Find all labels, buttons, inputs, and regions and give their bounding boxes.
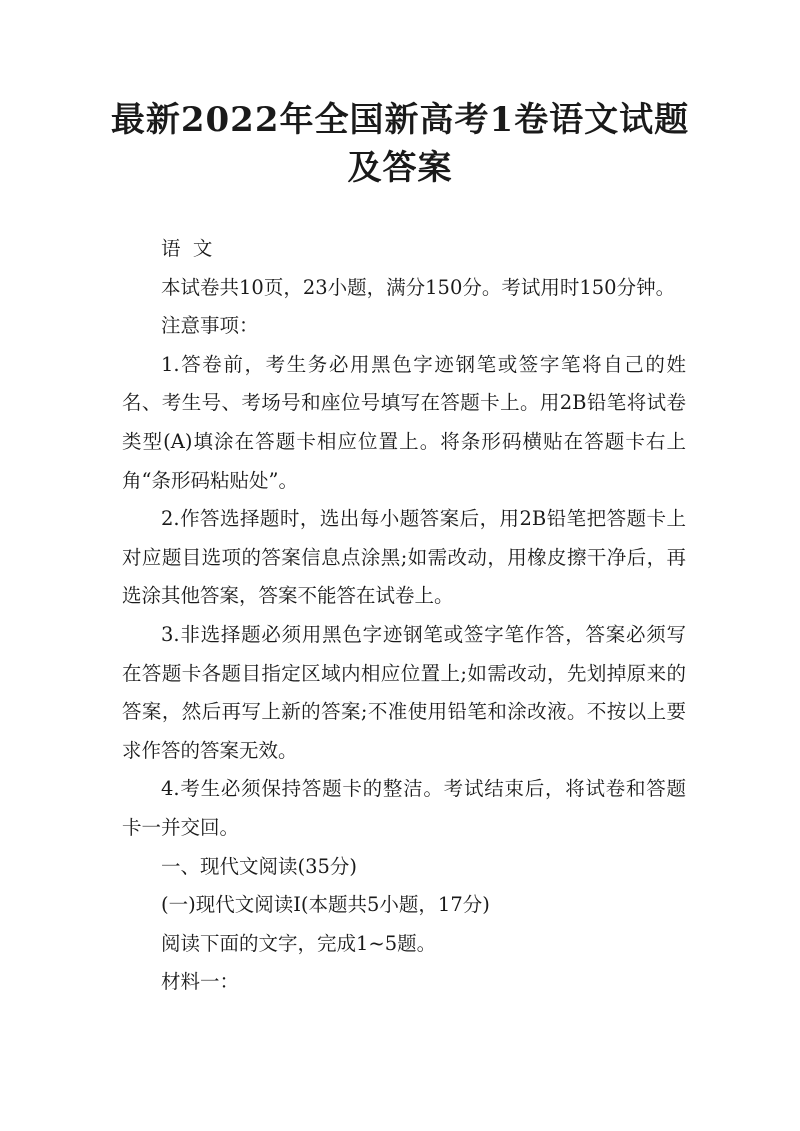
subject-heading: 语 文 bbox=[161, 237, 213, 260]
document-title: 最新2022年全国新高考1卷语文试题及答案 bbox=[110, 100, 690, 188]
subsection-heading-1: (一)现代文阅读Ⅰ(本题共5小题，17分) bbox=[161, 893, 490, 917]
notice-item-2: 2.作答选择题时，选出每小题答案后，用2B铅笔把答题卡上对应题目选项的答案信息点涂黑;如需改动，用橡皮擦干净后，再选涂其他答案，答案不能答在试卷上。 bbox=[122, 507, 686, 608]
exam-info-paragraph: 本试卷共10页，23小题，满分150分。考试用时150分钟。 bbox=[161, 275, 676, 299]
reading-instruction: 阅读下面的文字，完成1~5题。 bbox=[161, 931, 437, 955]
notice-item-1: 1.答卷前，考生务必用黑色字迹钢笔或签字笔将自己的姓名、考生号、考场号和座位号填写在答题卡上。用2B铅笔将试卷类型(A)填涂在答题卡相应位置上。将条形码横贴在答题卡右上角“条形码粘贴处”。 bbox=[122, 352, 686, 492]
section-heading-1: 一、现代文阅读(35分) bbox=[161, 854, 358, 878]
notice-heading: 注意事项： bbox=[161, 314, 259, 338]
document-body bbox=[122, 230, 686, 1002]
notice-item-3: 3.非选择题必须用黑色字迹钢笔或签字笔作答，答案必须写在答题卡各题目指定区域内相应位置上;如需改动，先划掉原来的答案，然后再写上新的答案;不准使用铅笔和涂改液。不按以上要求作答的答案无效。 bbox=[122, 622, 686, 762]
material-heading: 材料一： bbox=[161, 970, 240, 994]
notice-item-4: 4.考生必须保持答题卡的整洁。考试结束后，将试卷和答题卡一并交回。 bbox=[122, 777, 686, 839]
